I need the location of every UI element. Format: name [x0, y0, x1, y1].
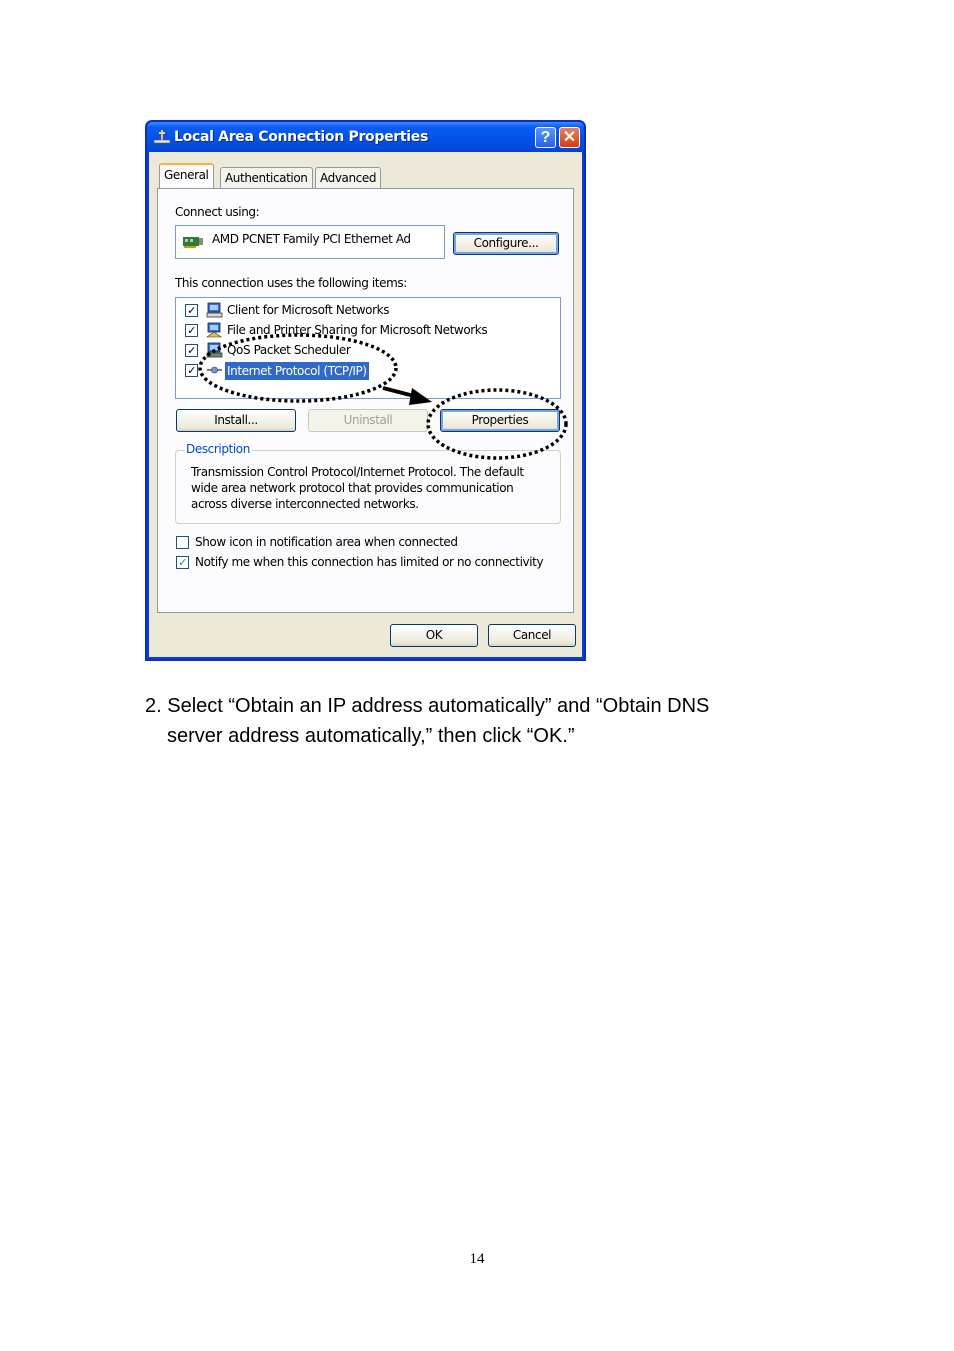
configure-button[interactable]: Configure... — [453, 232, 559, 255]
notify-checkbox[interactable]: ✓ — [176, 556, 189, 569]
connect-using-label: Connect using: — [175, 205, 260, 219]
install-button[interactable]: Install... — [176, 409, 296, 432]
dialog-title: Local Area Connection Properties — [174, 129, 429, 145]
item-label: Internet Protocol (TCP/IP) — [227, 364, 367, 378]
adapter-name: AMD PCNET Family PCI Ethernet Ad — [212, 232, 411, 246]
properties-button[interactable]: Properties — [440, 409, 560, 432]
description-heading: Description — [186, 442, 250, 456]
instruction-line-2: server address automatically,” then click “OK.” — [167, 725, 575, 747]
description-line: wide area network protocol that provides communication — [191, 481, 514, 495]
description-line: across diverse interconnected networks. — [191, 497, 419, 511]
item-checkbox[interactable]: ✓ — [185, 324, 198, 337]
page-number: 14 — [469, 1251, 485, 1267]
item-checkbox[interactable]: ✓ — [185, 364, 198, 377]
ok-button[interactable]: OK — [390, 624, 478, 647]
tab-advanced[interactable]: Advanced — [315, 167, 381, 188]
show-icon-label: Show icon in notification area when connected — [195, 535, 458, 549]
highlight-ellipse-tcpip — [200, 335, 396, 401]
items-label: This connection uses the following items: — [175, 276, 407, 290]
uninstall-button[interactable]: Uninstall — [308, 409, 428, 432]
arrow-head-icon — [409, 388, 432, 405]
item-label: File and Printer Sharing for Microsoft Networks — [227, 323, 488, 337]
notify-label: Notify me when this connection has limited or no connectivity — [195, 555, 544, 569]
cancel-button[interactable]: Cancel — [488, 624, 576, 647]
tab-authentication[interactable]: Authentication — [220, 167, 313, 188]
description-line: Transmission Control Protocol/Internet Protocol. The default — [191, 465, 524, 479]
close-button[interactable]: ✕ — [559, 127, 580, 148]
item-label: QoS Packet Scheduler — [227, 343, 351, 357]
help-button[interactable]: ? — [535, 127, 556, 148]
item-checkbox[interactable]: ✓ — [185, 344, 198, 357]
tab-general[interactable]: General — [159, 163, 214, 188]
item-label: Client for Microsoft Networks — [227, 303, 390, 317]
instruction-line-1: 2. Select “Obtain an IP address automatically” and “Obtain DNS — [145, 695, 710, 717]
item-checkbox[interactable]: ✓ — [185, 304, 198, 317]
highlight-ellipse-properties — [428, 390, 566, 458]
